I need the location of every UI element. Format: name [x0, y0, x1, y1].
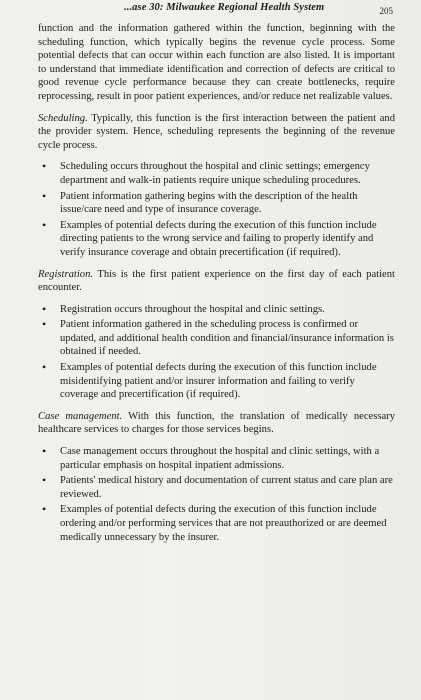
registration-paragraph: [38, 268, 395, 295]
registration-heading: Registration.: [38, 268, 94, 280]
scheduling-paragraph: [38, 112, 395, 153]
list-item: [38, 318, 395, 359]
list-item: [38, 503, 395, 544]
list-item: [38, 160, 395, 187]
case-management-body: With this function, the translation of medically necessary healthcare services to charges for those services begins.: [38, 410, 395, 436]
list-item: [38, 474, 395, 501]
list-item: [38, 190, 395, 217]
list-item: [38, 361, 395, 402]
bullet-icon: •: [42, 217, 47, 232]
bullet-icon: •: [42, 360, 47, 375]
list-item: [38, 445, 395, 472]
scheduling-bullet-list: [38, 160, 395, 259]
bullet-icon: •: [42, 188, 47, 203]
case-management-bullet-list: [38, 445, 395, 544]
list-item-text: Case management occurs throughout the hospital and clinic settings, with a particular emphasis on hospital inpatient admissions.: [60, 446, 380, 471]
running-head: [38, 0, 395, 22]
case-management-heading: Case management.: [38, 410, 123, 422]
bullet-icon: •: [42, 317, 47, 332]
bullet-icon: •: [42, 444, 47, 459]
list-item-text: Patient information gathered in the scheduling process is confirmed or updated, and additional health condition and financial/insurance information is obtained if needed.: [60, 319, 394, 358]
bullet-icon: •: [42, 473, 47, 488]
list-item: [38, 219, 395, 260]
bullet-icon: •: [42, 159, 47, 174]
list-item-text: Registration occurs throughout the hospital and clinic settings.: [60, 303, 325, 315]
list-item-text: Patient information gathering begins with the description of the health issue/care need and type of insurance coverage.: [60, 190, 358, 216]
page-number: 205: [379, 6, 393, 16]
case-management-paragraph: [38, 410, 395, 437]
scheduling-heading: Scheduling.: [38, 112, 88, 124]
registration-body: This is the first patient experience on the first day of each patient encounter.: [38, 268, 395, 294]
list-item-text: Patients' medical history and documentation of current status and care plan are reviewed.: [60, 475, 393, 500]
list-item-text: Scheduling occurs throughout the hospital and clinic settings; emergency department and walk-in patients require unique scheduling procedures.: [60, 161, 370, 186]
bullet-icon: •: [42, 301, 47, 316]
list-item: [38, 303, 395, 317]
registration-bullet-list: [38, 303, 395, 402]
list-item-text: Examples of potential defects during the execution of this function include ordering and/or performing services that are not preauthorized or are deemed medically unnecessary by the insurer.: [60, 504, 387, 543]
scheduling-body: Typically, this function is the first interaction between the patient and the provider system. Hence, scheduling represents the beginning of the revenue cycle process.: [38, 112, 395, 151]
intro-paragraph: function and the information gathered within the function, beginning with the scheduling function, which typically begins the revenue cycle process. Some potential defects that can occur within each function are also listed. It is important to understand that immediate identification and correction of defects are critical to good revenue cycle performance because they can create bottlenecks, require reprocessing, result in poor patient experiences, and/or reduce net realizable values.: [38, 23, 395, 102]
case-title: ...ase 30: Milwaukee Regional Health System: [124, 2, 325, 13]
list-item-text: Examples of potential defects during the execution of this function include directing patients to the wrong service and failing to properly identify and verify insurance coverage and obtain precertification (if required).: [60, 219, 377, 258]
list-item-text: Examples of potential defects during the execution of this function include misidentifying patient and/or insurer information and failing to verify coverage and precertification (if required).: [60, 362, 377, 401]
bullet-icon: •: [42, 502, 47, 517]
